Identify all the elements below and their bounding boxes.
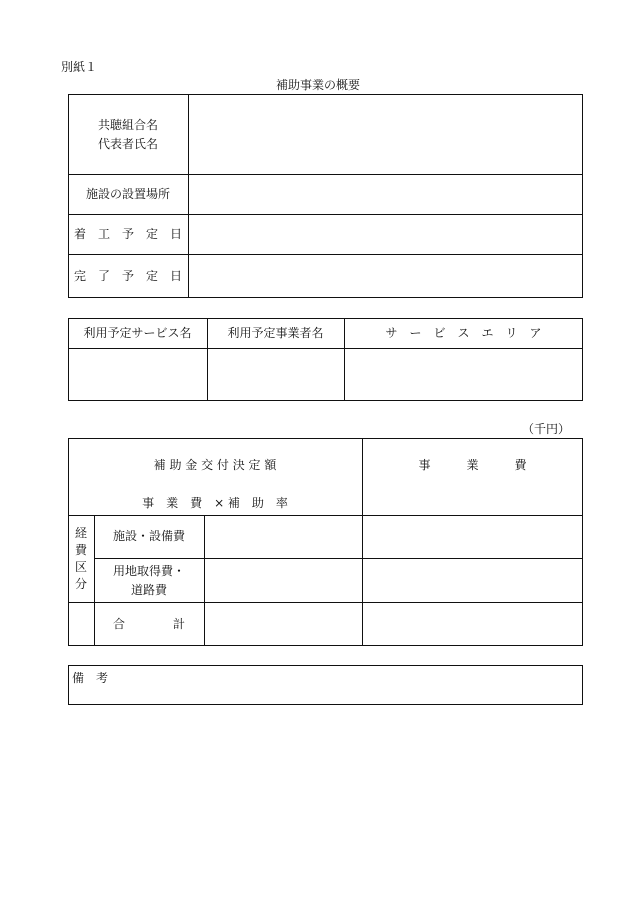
document-title: 補助事業の概要 xyxy=(276,78,361,92)
total-cost[interactable] xyxy=(364,604,581,645)
union-representative-label: 共聴組合名 代表者氏名 xyxy=(97,117,158,151)
total-label: 合 計 xyxy=(112,616,185,631)
cost-category-label: 経 費 区 分 xyxy=(74,526,87,591)
project-cost-header: 事 業 費 xyxy=(418,458,527,473)
planned-service-field[interactable] xyxy=(70,350,205,399)
land-road-label: 用地取得費・ 道路費 xyxy=(112,563,185,597)
subsidy-decision-header: 補 助 金 交 付 決 定 額 xyxy=(153,458,277,473)
planned-operator-field[interactable] xyxy=(209,350,342,399)
remarks-field[interactable] xyxy=(120,669,575,699)
service-area-header: サ ー ビ ス エ リ ア xyxy=(385,325,542,340)
planned-operator-header: 利用予定事業者名 xyxy=(227,325,324,340)
facility-equipment-label: 施設・設備費 xyxy=(112,529,185,544)
union-representative-field[interactable] xyxy=(194,95,579,174)
facility-equipment-amount[interactable] xyxy=(206,517,360,557)
unit-label: （千円） xyxy=(522,422,571,436)
remarks-label: 備 考 xyxy=(72,671,109,685)
installation-location-field[interactable] xyxy=(194,175,579,214)
planned-service-header: 利用予定サービス名 xyxy=(83,325,192,340)
land-road-amount[interactable] xyxy=(206,560,360,601)
land-road-cost[interactable] xyxy=(364,560,581,601)
subsidy-formula-header: 事 業 費 × 補 助 率 xyxy=(142,496,288,511)
completion-date-label: 完 了 予 定 日 xyxy=(73,268,182,283)
total-amount[interactable] xyxy=(206,604,360,645)
facility-equipment-cost[interactable] xyxy=(364,517,581,557)
start-date-label: 着 工 予 定 日 xyxy=(73,226,182,241)
completion-date-field[interactable] xyxy=(194,255,579,298)
service-area-field[interactable] xyxy=(346,350,581,399)
installation-location-label: 施設の設置場所 xyxy=(85,186,170,201)
start-date-field[interactable] xyxy=(194,215,579,254)
attachment-label: 別紙１ xyxy=(61,60,98,74)
